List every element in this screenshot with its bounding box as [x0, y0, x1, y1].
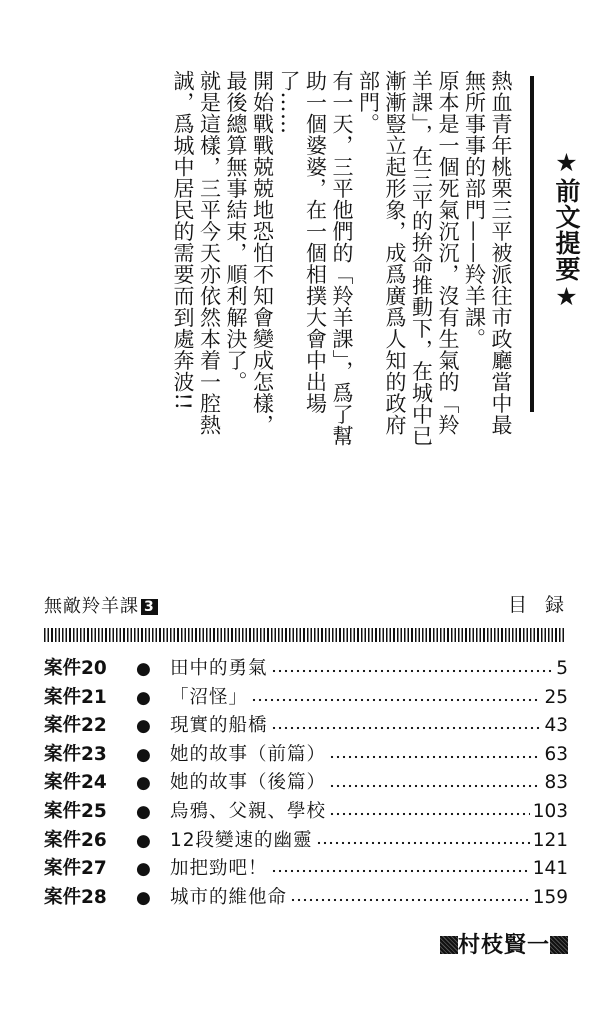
chapter-title: 烏鴉、父親、學校	[170, 800, 327, 822]
toc-entry	[44, 768, 568, 797]
dot-leader	[251, 698, 541, 702]
page-number: 159	[532, 886, 568, 908]
case-label: 案件24	[44, 772, 107, 794]
bullet-icon: ●	[136, 830, 151, 851]
author-name: 村枝賢一	[457, 933, 550, 958]
toc-entry	[44, 711, 568, 740]
bullet-icon: ●	[136, 659, 151, 679]
series-title	[44, 592, 158, 618]
case-label: 案件27	[44, 858, 107, 880]
toc-entry	[44, 740, 568, 769]
case-label: 案件21	[44, 686, 107, 708]
synopsis-paragraph: 原本是一個死氣沉沉，沒有生氣的「羚羊課」，在三平的拚命推動下，在城中已漸漸豎立起形象，成爲廣爲人知的政府部門。	[356, 70, 460, 447]
dot-leader	[329, 784, 541, 788]
chapter-title: 她的故事（後篇）	[170, 772, 327, 794]
dot-leader	[271, 669, 554, 673]
case-label: 案件26	[44, 829, 107, 851]
chapter-title: 12段變速的幽靈	[170, 829, 313, 851]
chapter-title: 城市的維他命	[170, 886, 288, 908]
synopsis-paragraph: 開始戰戰兢兢地恐怕不知會變成怎樣，最後總算無事結束，順利解決了。	[224, 70, 275, 436]
toc-entry	[44, 797, 568, 826]
case-label: 案件28	[44, 886, 107, 908]
bullet-icon: ●	[136, 744, 151, 765]
toc-entry	[44, 854, 568, 883]
decorative-tick-rule	[44, 628, 566, 642]
page-number: 121	[532, 829, 568, 851]
dot-leader	[329, 812, 530, 816]
author-credit	[440, 928, 568, 959]
case-label: 案件20	[44, 658, 107, 679]
page-number: 63	[544, 743, 568, 765]
chapter-title: 加把勁吧！	[170, 858, 268, 880]
synopsis-paragraph: 熱血青年桃栗三平被派往市政廳當中最無所事事的部門——羚羊課。	[462, 70, 513, 436]
synopsis-divider	[530, 76, 534, 412]
toc-entry	[44, 654, 568, 683]
chapter-title: 她的故事（前篇）	[170, 743, 327, 765]
chapter-title: 「沼怪」	[170, 686, 249, 708]
page-number: 141	[532, 858, 568, 880]
dot-leader	[271, 726, 542, 730]
page-number: 5	[556, 658, 568, 679]
square-ornament-icon	[440, 936, 458, 954]
synopsis-paragraph: 就是這樣，三平今天亦依然本着一腔熱誠，爲城中居民的需要而到處奔波!!	[171, 70, 222, 436]
toc-header	[44, 588, 582, 618]
dot-leader	[329, 755, 541, 759]
bullet-icon: ●	[136, 801, 151, 822]
square-ornament-icon	[550, 936, 568, 954]
bullet-icon: ●	[136, 687, 151, 708]
toc-entry	[44, 683, 568, 712]
bullet-icon: ●	[136, 716, 151, 737]
series-title-text: 無敵羚羊課	[44, 596, 139, 617]
synopsis-paragraph: 有一天，三平他們的「羚羊課」，爲了幫助一個婆婆，在一個相撲大會中出場了……	[277, 70, 354, 447]
chapter-title: 現實的船橋	[170, 715, 268, 737]
case-label: 案件22	[44, 715, 107, 737]
bullet-icon: ●	[136, 859, 151, 880]
volume-badge: 3	[141, 599, 158, 615]
contents-label: 目録	[507, 594, 582, 616]
toc-entry	[44, 826, 568, 855]
dot-leader	[271, 869, 530, 873]
dot-leader	[316, 841, 530, 845]
page-number: 25	[544, 686, 568, 708]
synopsis-body	[52, 70, 514, 450]
synopsis-title: ★前文提要★	[552, 148, 581, 312]
bullet-icon: ●	[136, 887, 151, 908]
case-label: 案件25	[44, 800, 107, 822]
toc-list	[44, 654, 568, 911]
page-number: 43	[544, 715, 568, 737]
page-number: 83	[544, 772, 568, 794]
toc-entry	[44, 883, 568, 912]
page-number: 103	[532, 800, 568, 822]
chapter-title: 田中的勇氣	[170, 658, 268, 679]
dot-leader	[290, 898, 530, 902]
case-label: 案件23	[44, 743, 107, 765]
bullet-icon: ●	[136, 773, 151, 794]
